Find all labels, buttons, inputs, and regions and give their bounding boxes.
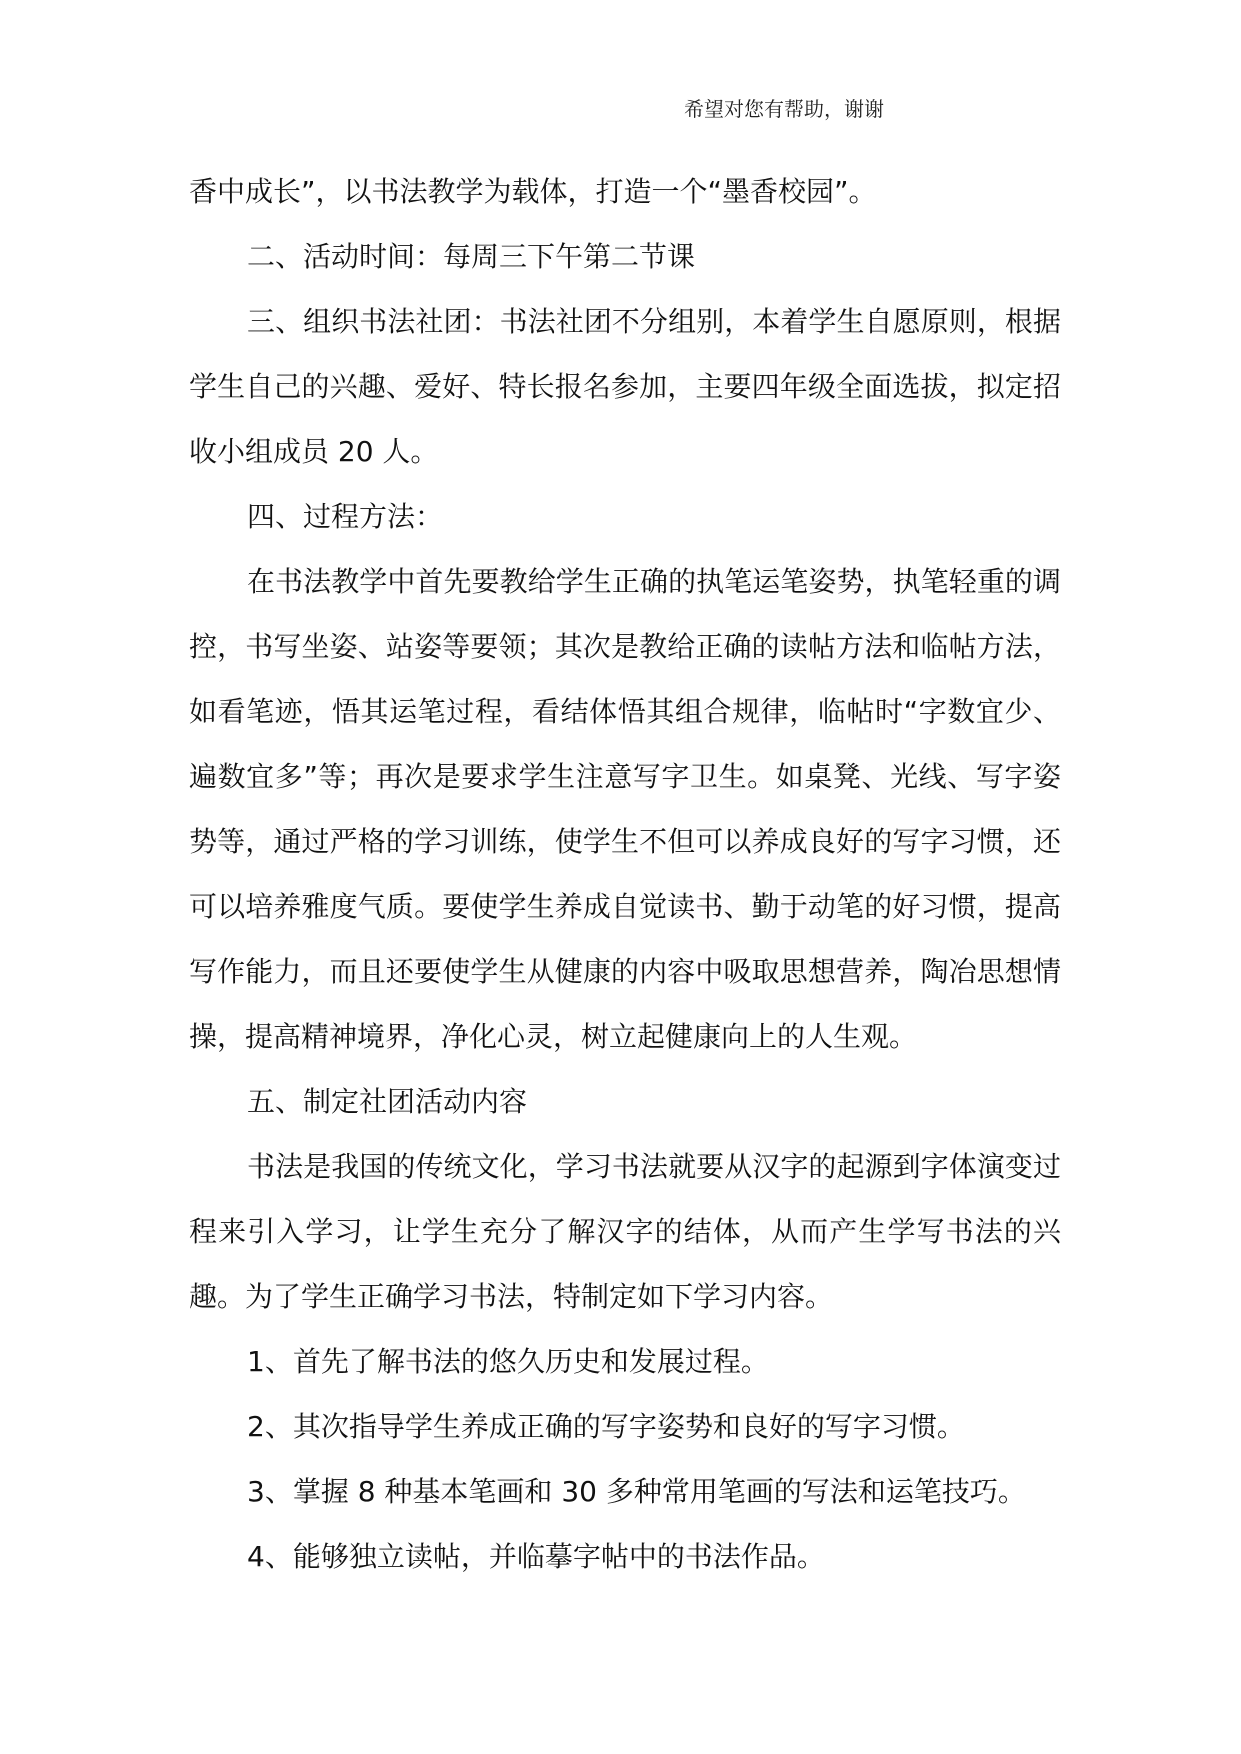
list-item-1: 1、首先了解书法的悠久历史和发展过程。 xyxy=(247,1345,769,1378)
document-body xyxy=(189,159,1061,1589)
paragraph-process-method-body: 在书法教学中首先要教给学生正确的执笔运笔姿势，执笔轻重的调控，书写坐姿、站姿等要领；其次是教给正确的读帖方法和临帖方法，如看笔迹，悟其运笔过程，看结体悟其组合规律，临帖时“字数宜少、遍数宜多”等；再次是要求学生注意写字卫生。如桌凳、光线、写字姿势等，通过严格的学习训练，使学生不但可以养成良好的写字习惯，还可以培养雅度气质。要使学生养成自觉读书、勤于动笔的好习惯，提高写作能力，而且还要使学生从健康的内容中吸取思想营养，陶冶思想情操，提高精神境界，净化心灵，树立起健康向上的人生观。 xyxy=(189,565,1061,1053)
header-note: 希望对您有帮助，谢谢 xyxy=(684,97,884,121)
paragraph-process-method-heading: 四、过程方法： xyxy=(247,500,444,533)
list-item-3: 3、掌握 8 种基本笔画和 30 多种常用笔画的写法和运笔技巧。 xyxy=(247,1475,1026,1508)
paragraph-continuation: 香中成长”，以书法教学为载体，打造一个“墨香校园”。 xyxy=(189,175,877,208)
paragraph-activity-content-heading: 五、制定社团活动内容 xyxy=(247,1085,528,1118)
paragraph-organize-club: 三、组织书法社团：书法社团不分组别，本着学生自愿原则，根据学生自己的兴趣、爱好、特长报名参加，主要四年级全面选拔，拟定招收小组成员 20 人。 xyxy=(189,305,1061,468)
list-item-4: 4、能够独立读帖，并临摹字帖中的书法作品。 xyxy=(247,1540,825,1573)
list-item-2: 2、其次指导学生养成正确的写字姿势和良好的写字习惯。 xyxy=(247,1410,965,1443)
paragraph-activity-time: 二、活动时间：每周三下午第二节课 xyxy=(247,240,696,273)
paragraph-activity-content-body: 书法是我国的传统文化，学习书法就要从汉字的起源到字体演变过程来引入学习，让学生充分了解汉字的结体，从而产生学写书法的兴趣。为了学生正确学习书法，特制定如下学习内容。 xyxy=(189,1150,1061,1313)
